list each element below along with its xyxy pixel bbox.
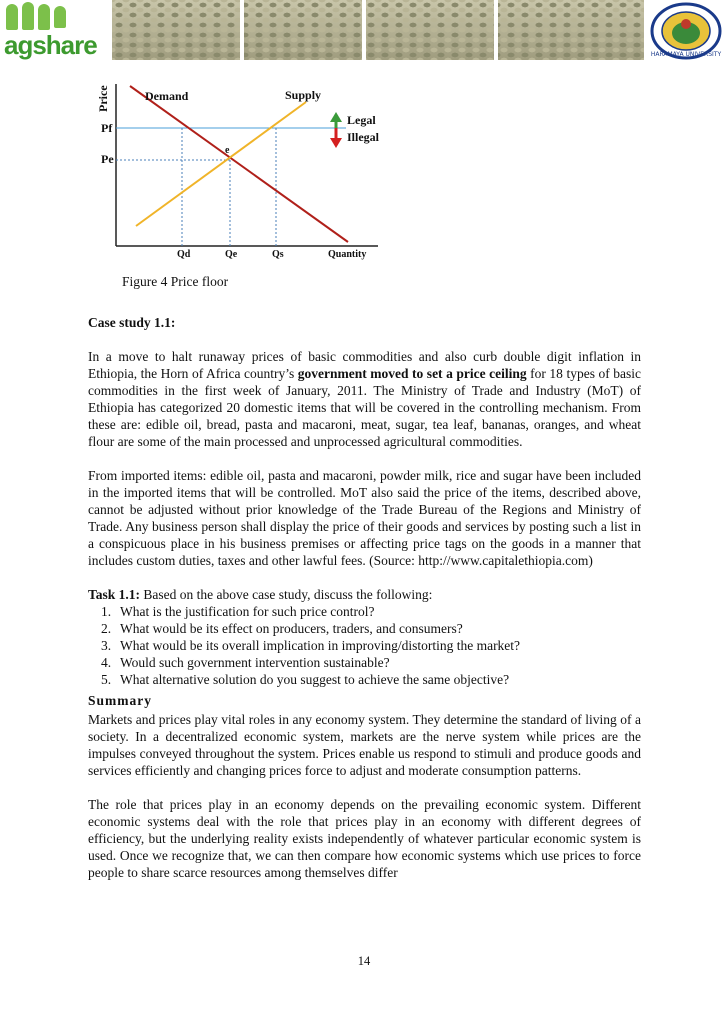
photo-divider [362, 0, 366, 60]
pf-label: Pf [101, 121, 113, 135]
figure-caption: Figure 4 Price floor [122, 274, 229, 289]
photo-divider [240, 0, 244, 60]
leaf-icon [22, 2, 34, 30]
list-text: What is the justification for such price control? [120, 604, 375, 619]
qe-label: Qe [225, 249, 238, 260]
task-intro-text: Based on the above case study, discuss the following: [140, 587, 433, 602]
qd-label: Qd [177, 249, 191, 260]
logo-text: agshare [4, 30, 97, 60]
summary-paragraph-2: The role that prices play in an economy depends on the prevailing economic system. Different economic systems deal with the role that prices play in an economy with different degrees of efficiency, but the underlying reality exists independently of whatever particular economic system is used. Once we recognize that, we can then compare how economic systems which use prices to force people to share scarce resources among themselves differ [88, 797, 641, 880]
quantity-axis-label: Quantity [328, 249, 367, 260]
summary-heading: Summary [88, 693, 152, 708]
qs-label: Qs [272, 249, 284, 260]
summary-paragraph-1: Markets and prices play vital roles in any economy system. They determine the standard of living of a society. In a decentralized economic system, markets are the nerve system while prices are the impulses conveyed throughout the system. Prices enable us respond to stimuli and produce goods and services efficiently and changing prices force to adjust and moderate consumption patterns. [88, 712, 641, 778]
document-body [88, 314, 641, 898]
case-study-paragraph-1 [88, 348, 641, 450]
list-text: What would be its overall implication in improving/distorting the market? [120, 638, 521, 653]
list-item [88, 654, 641, 671]
bean-photo-strip [112, 0, 644, 60]
arrow-up-icon [330, 112, 342, 122]
list-item [88, 620, 641, 637]
illegal-label: Illegal [347, 130, 379, 144]
list-number: 1. [101, 604, 112, 619]
supply-curve [136, 102, 306, 226]
legal-label: Legal [347, 113, 376, 127]
list-item [88, 603, 641, 620]
leaf-icon [38, 4, 50, 30]
case-study-heading: Case study 1.1: [88, 315, 176, 330]
header-banner [0, 0, 728, 62]
page-number: 14 [357, 954, 371, 968]
price-axis-label: Price [96, 85, 110, 112]
list-number: 2. [101, 621, 112, 636]
arrow-down-icon [330, 138, 342, 148]
supply-label: Supply [285, 88, 322, 102]
photo-divider [494, 0, 498, 60]
task-intro [88, 586, 641, 603]
price-floor-graph [96, 80, 396, 270]
university-seal-icon [648, 2, 724, 60]
list-text: Would such government intervention sustainable? [120, 655, 390, 670]
pe-label: Pe [101, 152, 114, 166]
case-p1-emphasis: government moved to set a price ceiling [297, 366, 527, 381]
leaf-icon [54, 6, 66, 28]
case-study-paragraph-2: From imported items: edible oil, pasta and macaroni, powder milk, rice and sugar have been included in the imported items that will be controlled. MoT also said the price of the items, described above, cannot be adjusted without prior knowledge of the Trade Bureau of the Regions and Ministry of Trade. Any business person shall display the price of their goods and services by posting such a list in a conspicuous place in his business premises or affecting price tags on the goods in a manner that includes custom duties, taxes and other lawful fees. (Source: http://www.capitalethiopia.com) [88, 468, 641, 568]
list-number: 4. [101, 655, 112, 670]
demand-curve [130, 86, 348, 242]
task-label: Task 1.1: [88, 587, 141, 602]
list-number: 3. [101, 638, 112, 653]
list-item [88, 637, 641, 654]
agshare-logo [0, 0, 112, 60]
list-text: What alternative solution do you suggest to achieve the same objective? [120, 672, 510, 687]
case-p1-text-end: for 18 types of basic commodities in the first week of January, 2011. The Ministry of Trade and Industry (MoT) of Ethiopia has categorized 20 domestic items that will be covered in the controlling mechanism. From these are: edible oil, bread, pasta and macaroni, meat, sugar, tea leaf, bananas, oranges, and wheat flour are some of the main processed and unprocessed agricultural commodities. [88, 366, 641, 449]
list-item [88, 671, 641, 688]
seal-text: HARAMAYA UNIVERSITY [650, 51, 722, 58]
equilibrium-point-label: e [225, 145, 230, 156]
leaf-icon [6, 4, 18, 30]
case-p1-text: In a move to halt runaway prices of basic commodities and also curb double digit inflation in Ethiopia, the Horn of Africa country’s [88, 349, 641, 381]
list-text: What would be its effect on producers, traders, and consumers? [120, 621, 463, 636]
list-number: 5. [101, 672, 112, 687]
task-question-list [88, 603, 641, 688]
demand-label: Demand [145, 89, 189, 103]
